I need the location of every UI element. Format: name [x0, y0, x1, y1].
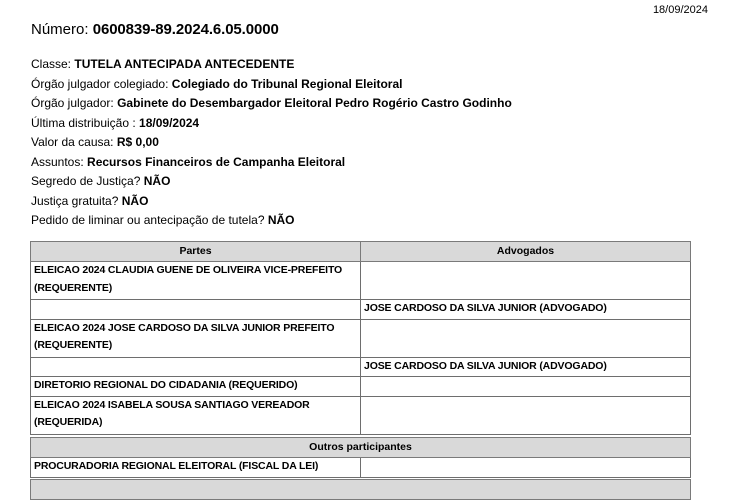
metadata-label: Justiça gratuita? [31, 193, 119, 208]
table-row [31, 377, 691, 397]
table-row [31, 300, 691, 320]
metadata-label: Órgão julgador: [31, 96, 114, 110]
table-header-row [31, 480, 691, 500]
table-row [31, 458, 691, 478]
table-row [31, 319, 691, 357]
cell-parte: ELEICAO 2024 CLAUDIA GUENE DE OLIVEIRA VICE-PREFEITO (REQUERENTE) [31, 262, 361, 300]
metadata-row-ultima-distribuicao [31, 114, 701, 134]
column-header-partes: Partes [31, 242, 361, 262]
cell-advogado: JOSE CARDOSO DA SILVA JUNIOR (ADVOGADO) [361, 300, 691, 320]
metadata-value: NÃO [121, 193, 149, 208]
cell-parte: ELEICAO 2024 ISABELA SOUSA SANTIAGO VEREADOR (REQUERIDA) [31, 396, 361, 434]
metadata-label: Assuntos: [31, 154, 84, 169]
cell-parte: ELEICAO 2024 JOSE CARDOSO DA SILVA JUNIOR PREFEITO (REQUERENTE) [31, 319, 361, 357]
metadata-label: Segredo de Justiça? [31, 174, 141, 188]
column-header-outros-participantes: Outros participantes [31, 438, 691, 458]
metadata-row-valor-da-causa [31, 133, 701, 153]
metadata-row-classe [31, 55, 701, 75]
metadata-value: Colegiado do Tribunal Regional Eleitoral [171, 76, 403, 91]
cell-parte [31, 357, 361, 377]
cell-parte: DIRETORIO REGIONAL DO CIDADANIA (REQUERIDO) [31, 377, 361, 397]
metadata-row-pedido-de-liminar [31, 211, 701, 231]
metadata-value: R$ 0,00 [116, 135, 159, 149]
column-header-advogados: Advogados [361, 242, 691, 262]
cell-advogado [361, 396, 691, 434]
metadata-row-orgao-julgador [31, 94, 701, 114]
document-date: 18/09/2024 [652, 4, 708, 16]
partes-table [30, 241, 691, 435]
table-row [31, 357, 691, 377]
metadata-value: NÃO [143, 174, 171, 188]
table-header-row [31, 242, 691, 262]
metadata-label: Valor da causa: [31, 135, 114, 149]
cell-advogado [361, 262, 691, 300]
metadata-row-orgao-julgador-colegiado [31, 75, 701, 95]
table-row [31, 262, 691, 300]
metadata-block [31, 55, 701, 231]
cell-parte [31, 300, 361, 320]
cell-participante: PROCURADORIA REGIONAL ELEITORAL (FISCAL DA LEI) [31, 458, 361, 478]
metadata-label: Órgão julgador colegiado: [31, 76, 169, 91]
metadata-value: TUTELA ANTECIPADA ANTECEDENTE [74, 57, 295, 71]
metadata-value: Recursos Financeiros de Campanha Eleitoral [87, 154, 346, 169]
process-number-value: 0600839-89.2024.6.05.0000 [92, 21, 279, 38]
metadata-label: Pedido de liminar ou antecipação de tutela? [31, 213, 265, 227]
process-number-line [31, 20, 279, 40]
next-table-clipped [30, 479, 691, 500]
cell-advogado [361, 319, 691, 357]
metadata-value: Gabinete do Desembargador Eleitoral Pedro Rogério Castro Godinho [117, 96, 512, 110]
metadata-row-assuntos [31, 153, 701, 173]
column-header-next [31, 480, 691, 500]
cell-advogado: JOSE CARDOSO DA SILVA JUNIOR (ADVOGADO) [361, 357, 691, 377]
metadata-row-segredo-de-justica [31, 172, 701, 192]
cell-advogado [361, 377, 691, 397]
cell-participante-extra [361, 458, 691, 478]
metadata-label: Classe: [31, 57, 72, 71]
metadata-value: 18/09/2024 [139, 115, 200, 130]
metadata-row-justica-gratuita [31, 192, 701, 212]
table-header-row [31, 438, 691, 458]
metadata-value: NÃO [267, 213, 295, 227]
outros-participantes-table [30, 437, 691, 478]
metadata-label: Última distribuição : [31, 115, 136, 130]
table-row [31, 396, 691, 434]
process-number-label: Número: [31, 21, 89, 38]
